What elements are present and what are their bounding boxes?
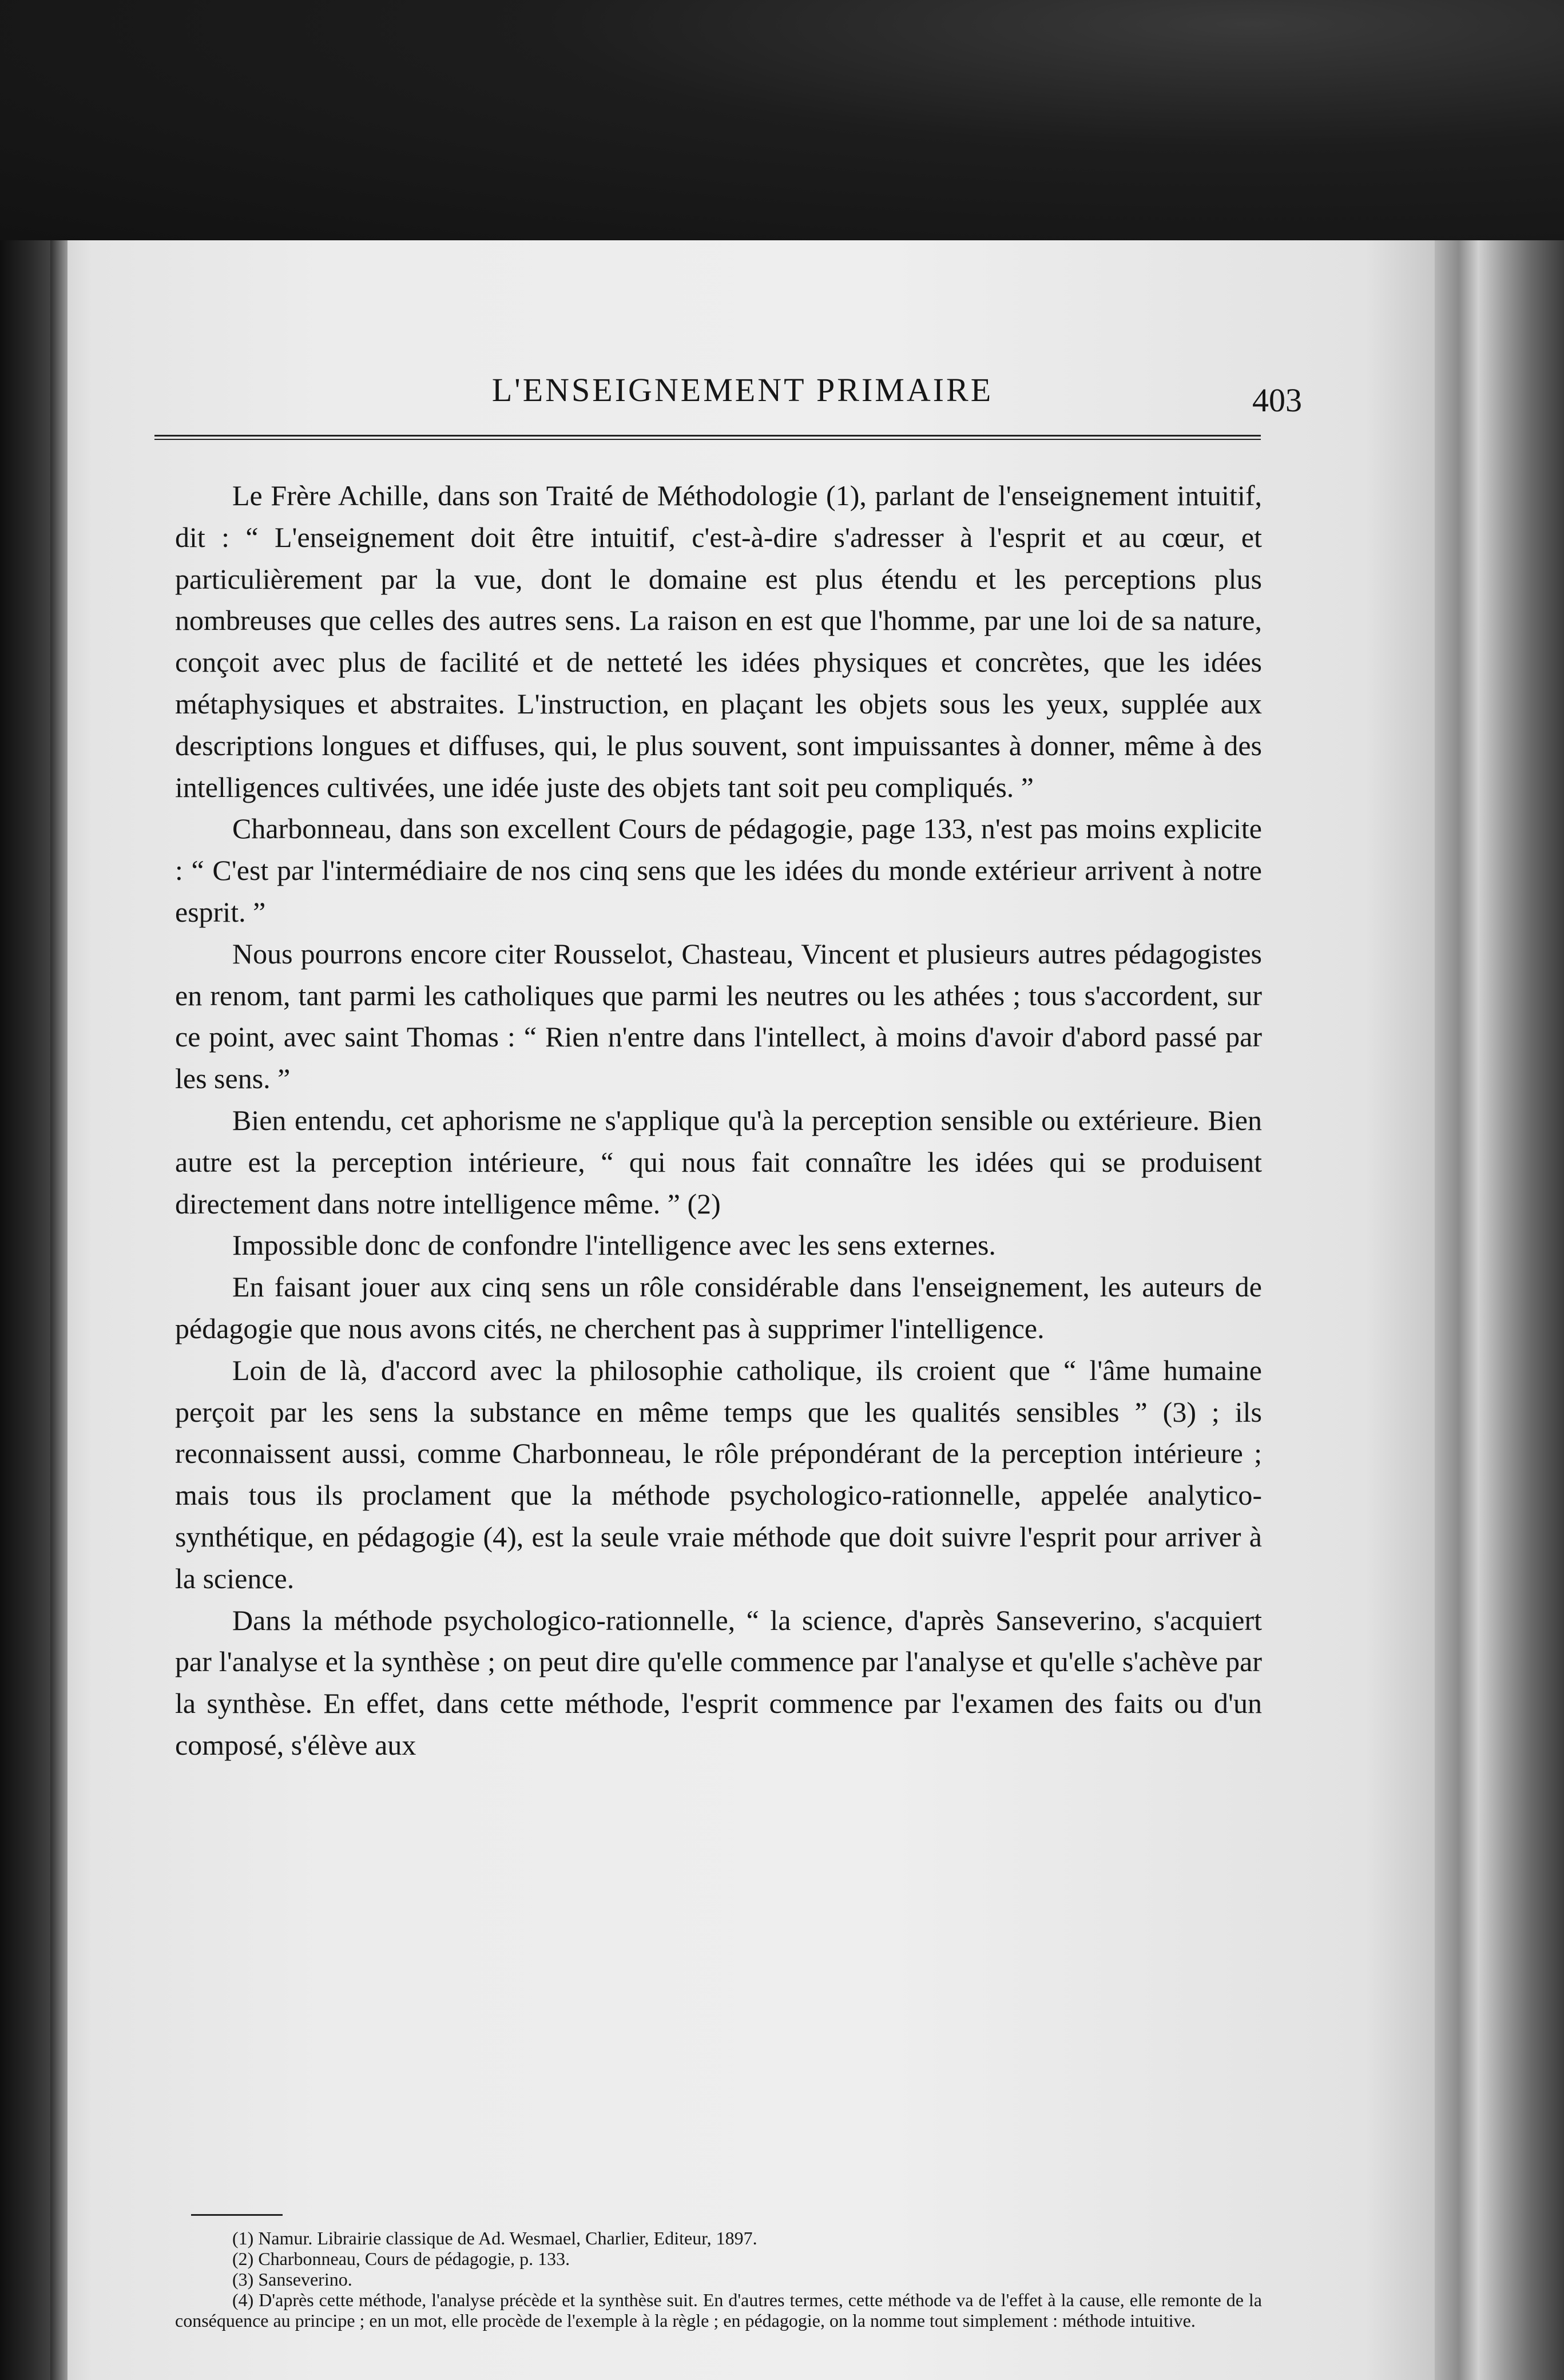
scan-background-top [0, 0, 1564, 240]
paragraph: Le Frère Achille, dans son Traité de Méthodologie (1), parlant de l'enseignement intuitif, dit : “ L'enseignement doit être intuitif, c'est-à-dire s'adresser à l'esprit et au cœur, et particulièrement par la vue, dont le domaine est plus étendu et les perceptions plus nombreuses que celles des autres sens. La raison en est que l'homme, par une loi de sa nature, conçoit avec plus de facilité et de netteté les idées physiques et concrètes, que les idées métaphysiques et abstraites. L'instruction, en plaçant les objets sous les yeux, supplée aux descriptions longues et diffuses, qui, le plus souvent, sont impuissantes à donner, même à des intelligences cultivées, une idée juste des objets tant soit peu compliqués. ” [175, 479, 1262, 803]
book-page [50, 240, 1435, 2380]
scan-background-left [0, 240, 51, 2380]
footnote: (4) D'après cette méthode, l'analyse précède et la synthèse suit. En d'autres termes, cette méthode va de l'effet à la cause, elle remonte de la conséquence au principe ; en un mot, elle procède de l'exemple à la règle ; en pédagogie, on la nomme tout simplement : méthode intuitive. [175, 2290, 1262, 2331]
footnote: (2) Charbonneau, Cours de pédagogie, p. 133. [232, 2248, 570, 2269]
paragraph: Impossible donc de confondre l'intelligence avec les sens externes. [232, 1229, 996, 1262]
paragraph: Charbonneau, dans son excellent Cours de pédagogie, page 133, n'est pas moins explicite : “ C'est par l'intermédiaire de nos cinq sens que les idées du monde extérieur arrivent à notre esprit. ” [175, 812, 1262, 928]
footnote-separator [191, 2214, 283, 2216]
page-gutter-shadow [50, 240, 68, 2380]
footnotes [175, 2228, 1262, 2331]
paragraph: Dans la méthode psychologico-rationnelle, “ la science, d'après Sanseverino, s'acquiert par l'analyse et la synthèse ; on peut dire qu'elle commence par l'analyse et qu'elle s'achève par la synthèse. En effet, dans cette méthode, l'esprit commence par l'examen des faits ou d'un composé, s'élève aux [175, 1604, 1262, 1761]
paragraph: Loin de là, d'accord avec la philosophie catholique, ils croient que “ l'âme humaine perçoit par les sens la substance en même temps que les qualités sensibles ” (3) ; ils reconnaissent aussi, comme Charbonneau, le rôle prépondérant de la perception intérieure ; mais tous ils proclament que la méthode psychologico-rationnelle, appelée analytico-synthétique, en pédagogie (4), est la seule vraie méthode que doit suivre l'esprit pour arriver à la science. [175, 1354, 1262, 1594]
paragraph: Bien entendu, cet aphorisme ne s'applique qu'à la perception sensible ou extérieure. Bien autre est la perception intérieure, “ qui nous fait connaître les idées qui se produisent directement dans notre intelligence même. ” (2) [175, 1104, 1262, 1220]
paragraph: En faisant jouer aux cinq sens un rôle considérable dans l'enseignement, les auteurs de pédagogie que nous avons cités, ne cherchent pas à supprimer l'intelligence. [175, 1271, 1262, 1344]
page-number: 403 [1252, 382, 1302, 419]
book-page-edges [1432, 240, 1564, 2380]
footnote: (1) Namur. Librairie classique de Ad. Wesmael, Charlier, Editeur, 1897. [232, 2228, 757, 2248]
body-text [175, 475, 1262, 1766]
paragraph: Nous pourrons encore citer Rousselot, Chasteau, Vincent et plusieurs autres pédagogistes en renom, tant parmi les catholiques que parmi les neutres ou les athées ; tous s'accordent, sur ce point, avec saint Thomas : “ Rien n'entre dans l'intellect, à moins d'avoir d'abord passé par les sens. ” [175, 937, 1262, 1095]
footnote: (3) Sanseverino. [232, 2269, 352, 2290]
running-title: L'ENSEIGNEMENT PRIMAIRE [491, 371, 994, 408]
header-double-rule [154, 435, 1261, 440]
